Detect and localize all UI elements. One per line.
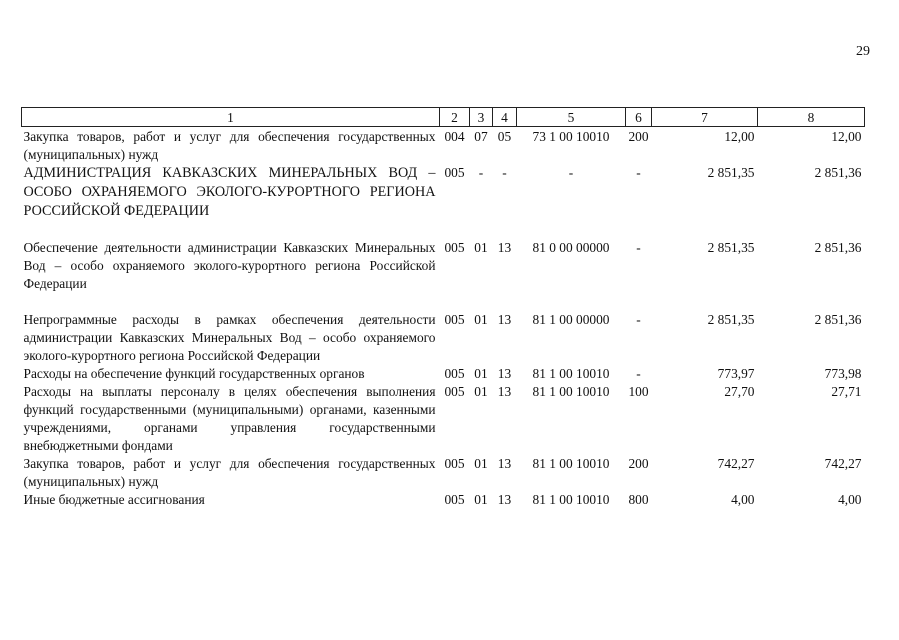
table-row bbox=[22, 365, 865, 383]
row-rz: 01 bbox=[474, 366, 488, 381]
row-grbs: 004 bbox=[444, 129, 465, 144]
row-sum-2: 27,71 bbox=[831, 384, 862, 399]
table-row bbox=[22, 311, 865, 365]
row-pr: - bbox=[502, 165, 507, 180]
row-rz: 01 bbox=[474, 384, 488, 399]
row-name: Расходы на выплаты персоналу в целях обеспечения выполнения функций государственными (муниципальными) органами, казенными учреждениями, органами управления государственными внебюджетными фондами bbox=[23, 384, 436, 453]
row-sum-2: 2 851,36 bbox=[814, 240, 862, 255]
row-vr: 200 bbox=[628, 456, 649, 471]
budget-table bbox=[21, 107, 865, 509]
row-csr: - bbox=[568, 165, 574, 180]
row-sum-2: 2 851,36 bbox=[814, 312, 862, 327]
row-rz: - bbox=[478, 165, 484, 180]
header-row bbox=[22, 108, 865, 127]
row-sum-1: 4,00 bbox=[731, 492, 755, 507]
row-vr: - bbox=[636, 312, 641, 327]
row-rz: 01 bbox=[474, 240, 488, 255]
row-pr: 13 bbox=[497, 456, 512, 471]
header-col-1: 1 bbox=[22, 108, 440, 127]
header-col-6: 6 bbox=[626, 108, 652, 127]
row-vr: - bbox=[636, 366, 641, 381]
row-rz: 07 bbox=[474, 129, 488, 144]
row-vr: - bbox=[636, 240, 641, 255]
table-header bbox=[22, 108, 865, 127]
row-pr: 13 bbox=[497, 492, 512, 507]
row-name: АДМИНИСТРАЦИЯ КАВКАЗСКИХ МИНЕРАЛЬНЫХ ВОД – ОСОБО ОХРАНЯЕМОГО ЭКОЛОГО-КУРОРТНОГО РЕГИОНА РОССИЙСКОЙ ФЕДЕРАЦИИ bbox=[23, 165, 436, 219]
row-csr: 81 0 00 00000 bbox=[532, 240, 610, 255]
row-pr: 13 bbox=[497, 240, 512, 255]
row-name: Непрограммные расходы в рамках обеспечения деятельности администрации Кавказских Минеральных Вод – особо охраняемого эколого-курортного региона Российской Федерации bbox=[23, 312, 436, 363]
row-sum-2: 742,27 bbox=[824, 456, 862, 471]
row-name: Расходы на обеспечение функций государственных органов bbox=[23, 366, 365, 381]
table-row bbox=[22, 127, 865, 165]
table-row bbox=[22, 491, 865, 509]
row-sum-2: 4,00 bbox=[838, 492, 862, 507]
row-grbs: 005 bbox=[444, 312, 465, 327]
table-row bbox=[22, 383, 865, 455]
row-name: Закупка товаров, работ и услуг для обеспечения государственных (муниципальных) нужд bbox=[23, 456, 436, 489]
row-csr: 81 1 00 00000 bbox=[532, 312, 610, 327]
row-sum-1: 2 851,35 bbox=[707, 312, 755, 327]
row-sum-1: 27,70 bbox=[724, 384, 755, 399]
table-body bbox=[22, 127, 865, 510]
row-csr: 81 1 00 10010 bbox=[532, 456, 610, 471]
row-csr: 73 1 00 10010 bbox=[532, 129, 610, 144]
table-row bbox=[22, 239, 865, 311]
row-rz: 01 bbox=[474, 492, 488, 507]
row-name: Закупка товаров, работ и услуг для обеспечения государственных (муниципальных) нужд bbox=[23, 129, 436, 162]
row-pr: 13 bbox=[497, 384, 512, 399]
row-grbs: 005 bbox=[444, 384, 465, 399]
row-grbs: 005 bbox=[444, 366, 465, 381]
row-grbs: 005 bbox=[444, 492, 465, 507]
row-sum-1: 742,27 bbox=[717, 456, 755, 471]
header-col-7: 7 bbox=[652, 108, 758, 127]
row-grbs: 005 bbox=[444, 165, 465, 180]
row-sum-2: 12,00 bbox=[831, 129, 862, 144]
row-vr: 800 bbox=[628, 492, 649, 507]
table-row bbox=[22, 164, 865, 239]
row-sum-1: 773,97 bbox=[717, 366, 755, 381]
row-pr: 05 bbox=[497, 129, 512, 144]
row-name: Иные бюджетные ассигнования bbox=[23, 492, 205, 507]
row-grbs: 005 bbox=[444, 240, 465, 255]
row-sum-1: 2 851,35 bbox=[707, 240, 755, 255]
header-col-8: 8 bbox=[758, 108, 865, 127]
row-sum-1: 2 851,35 bbox=[707, 165, 755, 180]
row-vr: 100 bbox=[628, 384, 649, 399]
row-pr: 13 bbox=[497, 366, 512, 381]
header-col-3: 3 bbox=[470, 108, 493, 127]
row-pr: 13 bbox=[497, 312, 512, 327]
row-sum-2: 2 851,36 bbox=[814, 165, 862, 180]
row-vr: - bbox=[636, 165, 641, 180]
row-sum-2: 773,98 bbox=[824, 366, 862, 381]
row-rz: 01 bbox=[474, 456, 488, 471]
header-col-5: 5 bbox=[517, 108, 626, 127]
row-csr: 81 1 00 10010 bbox=[532, 366, 610, 381]
row-csr: 81 1 00 10010 bbox=[532, 492, 610, 507]
row-sum-1: 12,00 bbox=[724, 129, 755, 144]
row-grbs: 005 bbox=[444, 456, 465, 471]
page-number: 29 bbox=[856, 44, 870, 59]
row-rz: 01 bbox=[474, 312, 488, 327]
row-vr: 200 bbox=[628, 129, 649, 144]
row-name: Обеспечение деятельности администрации Кавказских Минеральных Вод – особо охраняемого эколого-курортного региона Российской Федерации bbox=[23, 240, 436, 291]
row-csr: 81 1 00 10010 bbox=[532, 384, 610, 399]
header-col-2: 2 bbox=[440, 108, 470, 127]
table-row bbox=[22, 455, 865, 491]
header-col-4: 4 bbox=[493, 108, 517, 127]
